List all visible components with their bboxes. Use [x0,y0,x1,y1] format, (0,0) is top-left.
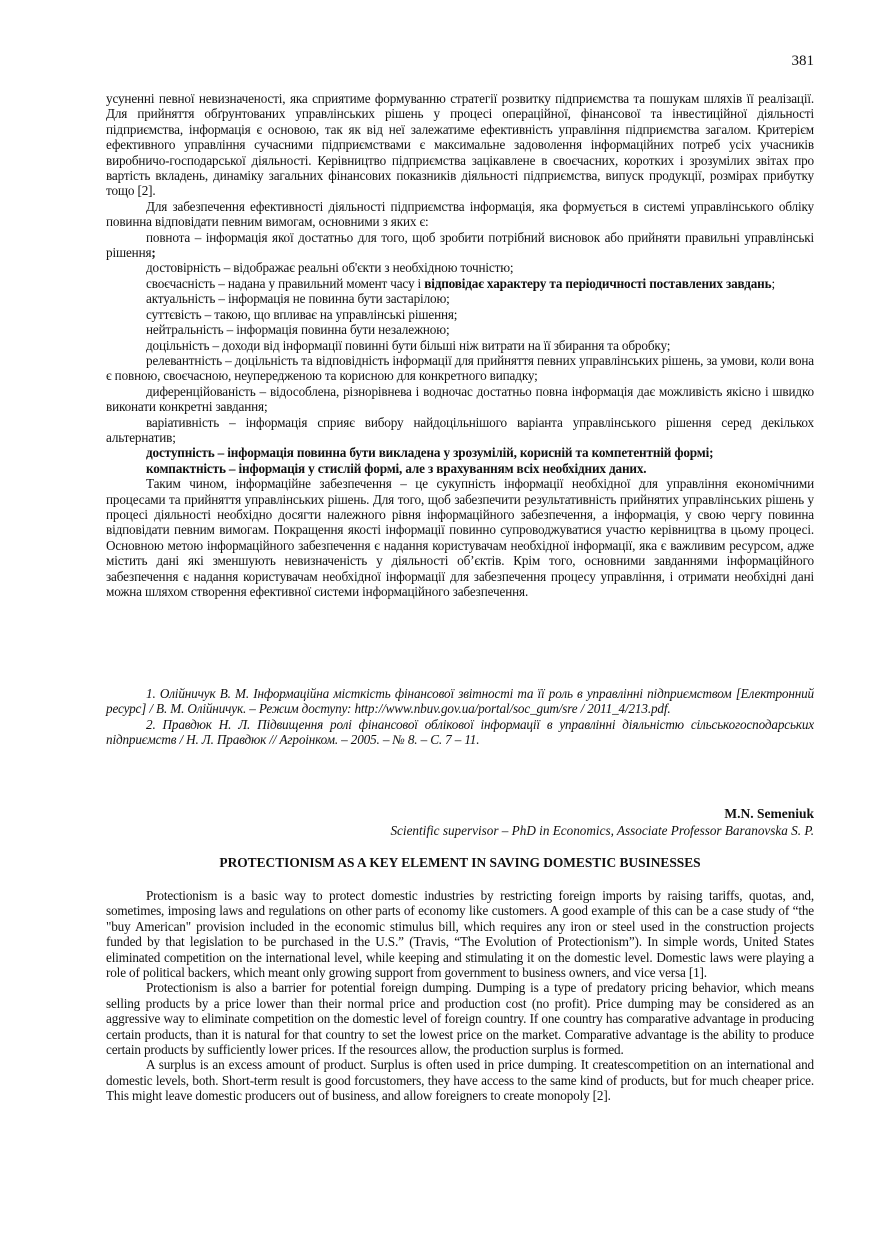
requirement-bold-text: доступність – інформація повинна бути викладена у зрозумілій, корисній та компетентній формі; [146,445,714,461]
requirement-text: доцільність – доходи від інформації повинні бути більші ніж витрати на її збирання та обробку; [146,337,671,353]
requirement-tail: ; [771,275,775,291]
body-paragraph: A surplus is an excess amount of product. Surplus is often used in price dumping. It createscompetition on an international and domestic levels, both. Short-term result is good forcustomers, they have access to the same kind of products, but for much cheaper price. This might leave domestic producers out of business, and allow foreigners to create monopoly [2]. [106,1057,814,1104]
requirements-list [106,230,814,477]
author-name: M.N. Semeniuk [724,806,814,821]
english-body [106,888,814,1104]
requirement-item [106,338,814,353]
requirement-bold-text: відповідає характеру та періодичності поставлених завдань [424,275,772,291]
requirement-text: релевантність – доцільність та відповідність інформації для прийняття певних управлінських рішень, за умови, коли вона є повною, своєчасною, неупередженою та корисною для конкретного випадку; [106,352,814,384]
references [106,686,814,748]
requirement-text: достовірність – відображає реальні об'єкти з необхідною точністю; [146,260,514,276]
requirement-item [106,322,814,337]
requirement-text: повнота – інформація якої достатньо для того, щоб зробити потрібний висновок або прийняти правильні управлінські рішення [106,229,814,261]
body-paragraph: Protectionism is also a barrier for potential foreign dumping. Dumping is a type of predatory pricing behavior, which means selling products by a price lower than their normal price and production cost (no profit). Price dumping may be considered as an aggressive way to eliminate competition on the domestic level of foreign country. If one country has comparative advantage in producing certain products, than it is natural for that country to set the lowest price on the market. Comparative advantage is the ability to produce certain products by sufficiently lower prices. If the resources allow, the production surplus is formed. [106,980,814,1058]
requirement-text: своєчасність – надана у правильний момент часу і [146,275,425,291]
requirement-text: диференційованість – відособлена, різнорівнева і водночас достатньо повна інформація дає можливість якісно і швидко виконати конкретні завдання; [106,383,814,415]
requirement-item [106,461,814,476]
ukrainian-section [106,91,814,599]
requirements-intro: Для забезпечення ефективності діяльності підприємства інформація, яка формується в системі управлінського обліку повинна відповідати певним вимогам, основними з яких є: [106,198,814,230]
requirement-item [106,307,814,322]
page-number: 381 [791,53,814,69]
requirement-bold-text: компактність – інформація у стислій формі, але з врахуванням всіх необхідних даних. [146,460,647,476]
intro-paragraph: усуненні певної невизначеності, яка сприятиме формуванню стратегії розвитку підприємства та пошукам шляхів її реалізації. Для прийняття обґрунтованих управлінських рішень у процесі операційної, фінансової та інвестиційної діяльності підприємства, інформація є основою, так як від неї залежатиме ефективність управління підприємства загалом. Критерієм ефективного управління сучасними підприємствами є максимальне задоволення інформаційних потреб усіх учасників виробничо-господарської діяльності. Керівництво підприємства зацікавлене в своєчасних, коротких і зрозумілих звітах про вартість вкладень, динаміку загальних фінансових показників діяльності підприємства, випуск продукції, розмірах прибутку тощо [2]. [106,91,814,199]
requirement-item [106,276,814,291]
requirement-item [106,353,814,384]
article-title: PROTECTIONISM AS A KEY ELEMENT IN SAVING DOMESTIC BUSINESSES [219,855,701,870]
requirement-text: варіативність – інформація сприяє вибору найдоцільнішого варіанта управлінського рішення серед декількох альтернатив; [106,414,814,445]
body-paragraph: Protectionism is a basic way to protect domestic industries by restricting foreign imports by raising tariffs, quotas, and, sometimes, imposing laws and regulations on other parts of economy like customers. A good example of this can be a case study of “the "buy American" provision included in the economic stimulus bill, which requires any iron or steel used in the construction projects funded by that legislation to be purchased in the U.S.” (Travis, “The Evolution of Protectionism”). In simple words, United States eliminated competition on the international level, while keeping and stimulating it on the domestic level. Domestic laws were playing a role of political backers, which meant only growing support from government to business owners, and vice versa [1]. [106,888,814,981]
requirement-text: суттєвість – такою, що впливає на управлінські рішення; [146,306,458,322]
supervisor-line: Scientific supervisor – PhD in Economics, Associate Professor Baranovska S. P. [390,823,814,838]
requirement-item [106,445,814,460]
reference-item: 1. Олійничук В. М. Інформаційна місткість фінансової звітності та її роль в управлінні підприємством [Електронний ресурс] / В. М. Олійничук. – Режим доступу: http://www.nbuv.gov.ua/portal/soc_gum/sre / 2011_4/213.pdf. [106,686,814,717]
requirement-item [106,384,814,415]
requirement-item [106,291,814,306]
requirement-item [106,260,814,275]
requirement-bold-text: ; [151,245,156,261]
conclusion-paragraph: Таким чином, інформаційне забезпечення – це сукупність інформації необхідної для управління економічними процесами та прийняття управлінських рішень. Для того, щоб забезпечити результативність прийнятих управлінських рішень у процесі діяльності необхідно досягти належного рівня інформаційного забезпечення, а інформація, у свою чергу повинна відповідати певним вимогам. Покращення якості інформації повинно супроводжуватися участю керівництва в цьому процесі. Основною метою інформаційного забезпечення є надання користувачам необхідної інформації, яка є важливим ресурсом, адже містить дані які зменшують невизначеність у діяльності об’єктів. Крім того, основними завданнями інформаційного забезпечення є надання користувачам необхідної інформації для забезпечення процесу управління, і отримати необхідні дані можна шляхом створення ефективної системи інформаційного забезпечення. [106,476,814,599]
requirement-text: актуальність – інформація не повинна бути застарілою; [146,291,450,307]
requirement-item [106,415,814,446]
requirement-item [106,230,814,261]
reference-item: 2. Правдюк Н. Л. Підвищення ролі фінансової облікової інформації в управлінні діяльністю сільськогосподарських підприємств / Н. Л. Правдюк // Агроінком. – 2005. – № 8. – С. 7 – 11. [106,716,814,748]
requirement-text: нейтральність – інформація повинна бути незалежною; [146,322,450,338]
